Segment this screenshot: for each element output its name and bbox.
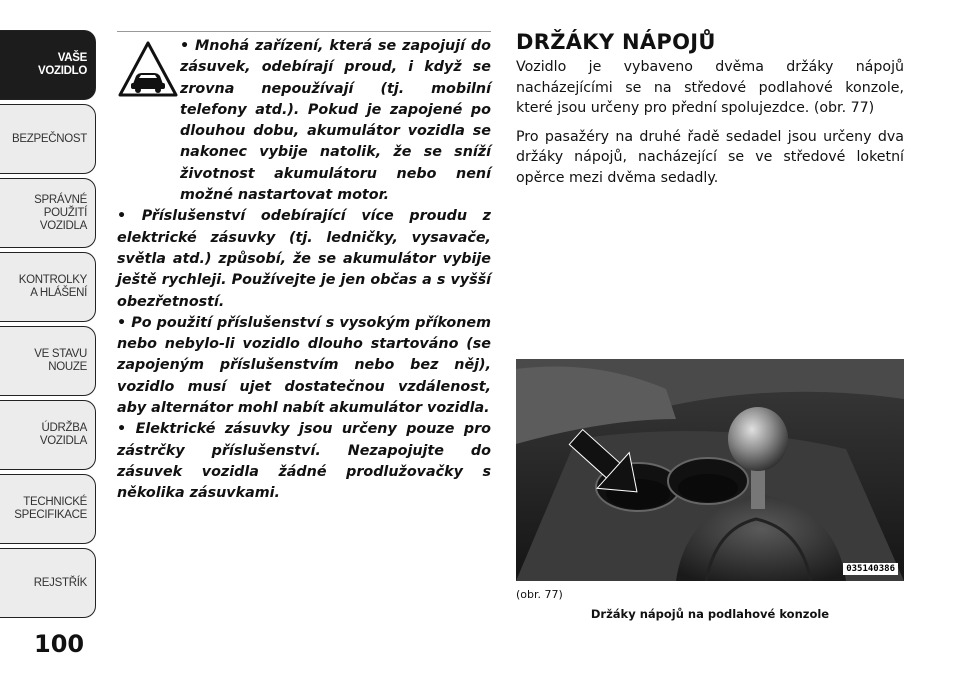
figure-caption: Držáky nápojů na podlahové konzole bbox=[590, 607, 830, 621]
tab-ve-stavu-nouze[interactable] bbox=[0, 326, 96, 396]
section-paragraph: Pro pasažéry na druhé řadě sedadel jsou určeny dva držáky nápojů, nacházející se ve středové loketní opěrce mezi dvěma sedadly. bbox=[516, 128, 904, 186]
tab-label: SPRÁVNÉ POUŽITÍ VOZIDLA bbox=[34, 193, 87, 232]
section-paragraph: Vozidlo je vybaveno dvěma držáky nápojů nacházejícími se na středové podlahové konzole, které jsou určeny pro přední spolujezdce. (obr. 77) bbox=[516, 59, 904, 117]
tab-bezpecnost[interactable] bbox=[0, 104, 96, 174]
section-heading: DRŽÁKY NÁPOJŮ bbox=[516, 30, 716, 54]
warning-paragraph: • Příslušenství odebírající více proudu z elektrické zásuvky (tj. ledničky, vysavače, světla atd.) způsobí, že se akumulátor vybije ještě rychleji. Používejte je jen občas a s vyšší obezřetností. bbox=[117, 208, 491, 310]
tab-vase-vozidlo[interactable] bbox=[0, 30, 96, 100]
tab-kontrolky[interactable] bbox=[0, 252, 96, 322]
warning-paragraph: • Elektrické zásuvky jsou určeny pouze pro zástrčky příslušenství. Nezapojujte do zásuvek vozidla žádné prodlužovačky s několika zásuvkami. bbox=[117, 421, 491, 502]
figure-code: 035140386 bbox=[843, 563, 898, 575]
tab-udrzba[interactable] bbox=[0, 400, 96, 470]
tab-label: KONTROLKY A HLÁŠENÍ bbox=[18, 274, 87, 299]
page-number: 100 bbox=[34, 630, 85, 658]
tab-label: ÚDRŽBA VOZIDLA bbox=[39, 422, 87, 447]
tab-label: VE STAVU NOUZE bbox=[34, 348, 87, 373]
cup-holders-section bbox=[516, 30, 904, 197]
figure-reference: (obr. 77) bbox=[516, 588, 563, 601]
tab-rejstrik[interactable] bbox=[0, 548, 96, 618]
warning-paragraph: • Po použití příslušenství s vysokým příkonem nebo nebylo-li vozidlo dlouho startováno (se zapojeným příslušenstvím nebo bez něj), vozidlo musí ujet dostatečnou vzdálenost, aby alternátor mohl nabít akumulátor vozidla. bbox=[117, 314, 491, 417]
tab-label: TECHNICKÉ SPECIFIKACE bbox=[14, 496, 87, 521]
divider bbox=[117, 31, 491, 32]
warning-text-block bbox=[117, 36, 491, 505]
tab-technicke-specifikace[interactable] bbox=[0, 474, 96, 544]
cup-holders-photo bbox=[516, 359, 904, 581]
warning-paragraph: • Mnohá zařízení, která se zapojují do zásuvek, odebírají proud, i když se zrovna nepoužívají (tj. mobilní telefony atd.). Pokud je zapojené po dlouhou dobu, akumulátor vozidla se nakonec vybije natolik, že se sníží životnost akumulátoru nebo není možné nastartovat motor. bbox=[180, 38, 491, 204]
tab-label: REJSTŘÍK bbox=[33, 576, 87, 589]
tab-label: BEZPEČNOST bbox=[12, 132, 87, 145]
tab-spravne-pouziti[interactable] bbox=[0, 178, 96, 248]
tab-label: VAŠE VOZIDLO bbox=[37, 52, 87, 77]
